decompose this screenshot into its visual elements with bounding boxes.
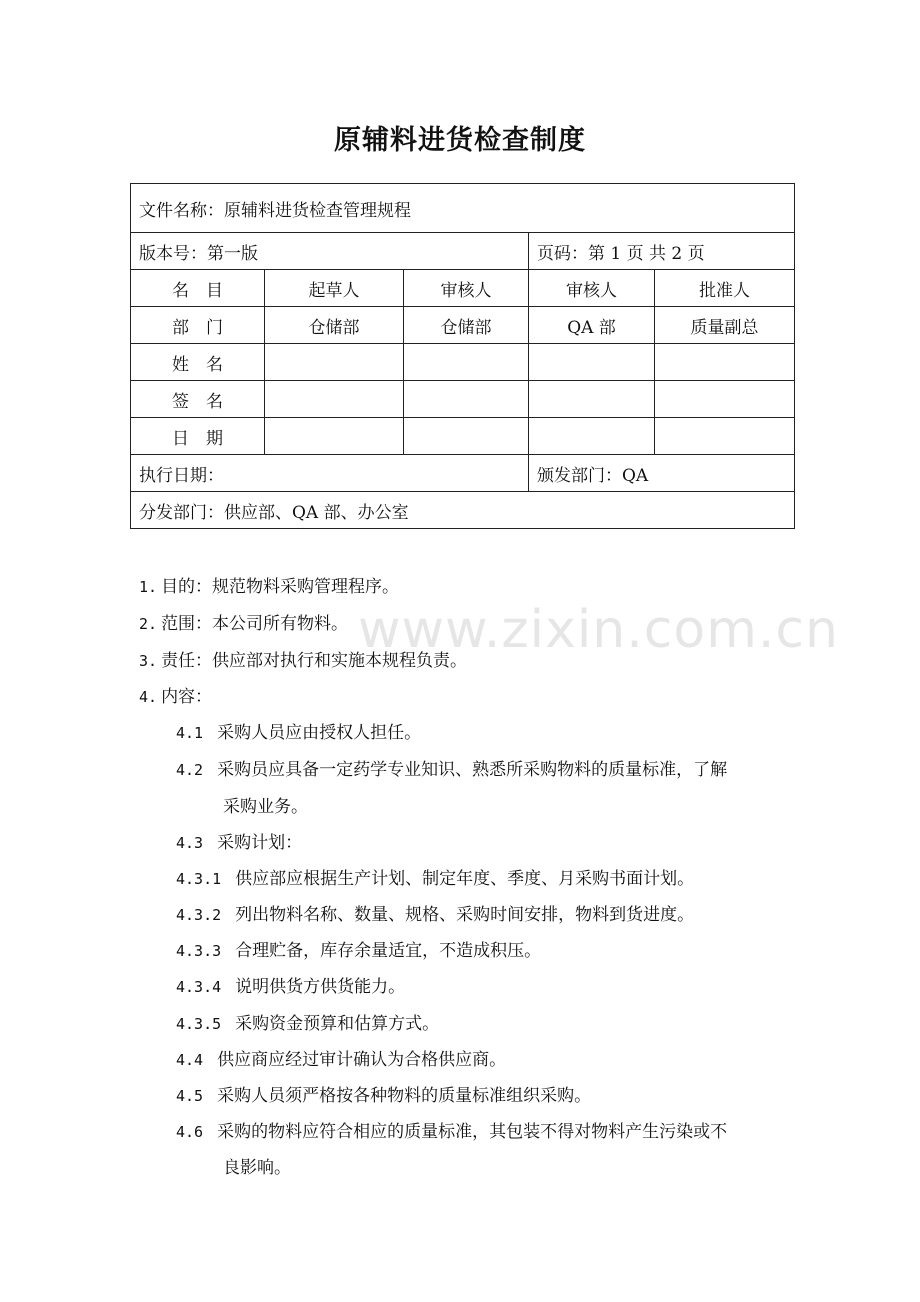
content-text: 责任：供应部对执行和实施本规程负责。 (161, 651, 468, 671)
section-number: 4.3 (176, 834, 204, 852)
header-approver-cell: 批准人 (655, 270, 795, 307)
content-line (176, 1117, 727, 1142)
content-line (139, 646, 467, 671)
content-line (223, 1153, 291, 1178)
content-text: 采购业务。 (223, 797, 308, 817)
section-number: 4.2 (176, 761, 204, 779)
section-number: 4.3.1 (176, 870, 222, 888)
date-label-cell: 日 期 (131, 418, 265, 455)
content-line (176, 718, 421, 743)
content-line (176, 755, 727, 780)
content-line (139, 609, 348, 634)
content-text: 供应部应根据生产计划、制定年度、季度、月采购书面计划。 (235, 869, 695, 889)
content-text: 供应商应经过审计确认为合格供应商。 (217, 1050, 507, 1070)
content-text: 良影响。 (223, 1158, 291, 1178)
dept-reviewer-2-cell: QA 部 (529, 307, 655, 344)
content-line (176, 972, 405, 997)
content-text: 内容： (161, 687, 213, 707)
section-number: 4.3.4 (176, 978, 222, 996)
section-number: 4.6 (176, 1123, 204, 1141)
section-number: 4.3.2 (176, 906, 222, 924)
content-text: 列出物料名称、数量、规格、采购时间安排，物料到货进度。 (235, 905, 695, 925)
distribution-cell: 分发部门：供应部、QA 部、办公室 (131, 492, 795, 529)
dept-approver-cell: 质量副总 (655, 307, 795, 344)
watermark: www.zixin.com.cn (358, 600, 839, 660)
sign-label-cell: 签 名 (131, 381, 265, 418)
content-text: 范围：本公司所有物料。 (161, 614, 349, 634)
content-line (139, 682, 212, 707)
page-info-cell: 页码：第 1 页 共 2 页 (529, 233, 795, 270)
section-number: 4.4 (176, 1051, 204, 1069)
version-cell: 版本号：第一版 (131, 233, 529, 270)
header-item-cell: 名 目 (131, 270, 265, 307)
content-text: 目的：规范物料采购管理程序。 (161, 577, 400, 597)
content-line (176, 1009, 439, 1034)
issue-dept-cell: 颁发部门：QA (529, 455, 795, 492)
content-text: 采购人员应由授权人担任。 (217, 723, 422, 743)
content-line (139, 572, 399, 597)
content-line (176, 936, 541, 961)
header-reviewer-cell: 审核人 (404, 270, 529, 307)
content-text: 采购员应具备一定药学专业知识、熟悉所采购物料的质量标准，了解 (217, 760, 728, 780)
section-number: 2. (139, 615, 158, 633)
dept-label-cell: 部 门 (131, 307, 265, 344)
header-reviewer-2-cell: 审核人 (529, 270, 655, 307)
content-text: 采购的物料应符合相应的质量标准，其包装不得对物料产生污染或不 (217, 1122, 728, 1142)
content-text: 说明供货方供货能力。 (235, 977, 406, 997)
content-text: 合理贮备，库存余量适宜，不造成积压。 (235, 941, 542, 961)
document-title: 原辅料进货检查制度 (334, 125, 586, 156)
section-number: 4. (139, 688, 158, 706)
content-line (223, 792, 308, 817)
section-number: 3. (139, 652, 158, 670)
header-drafter-cell: 起草人 (265, 270, 404, 307)
content-line (176, 864, 694, 889)
section-number: 4.3.5 (176, 1015, 222, 1033)
section-number: 4.3.3 (176, 942, 222, 960)
dept-reviewer-cell: 仓储部 (404, 307, 529, 344)
content-line (176, 900, 694, 925)
file-name-cell: 文件名称：原辅料进货检查管理规程 (131, 184, 795, 233)
name-label-cell: 姓 名 (131, 344, 265, 381)
exec-date-cell: 执行日期： (131, 455, 529, 492)
section-number: 1. (139, 578, 158, 596)
dept-drafter-cell: 仓储部 (265, 307, 404, 344)
section-number: 4.1 (176, 724, 204, 742)
content-text: 采购计划： (217, 833, 303, 853)
content-line (176, 1081, 591, 1106)
content-line (176, 828, 302, 853)
content-text: 采购资金预算和估算方式。 (235, 1014, 440, 1034)
content-line (176, 1045, 506, 1070)
content-text: 采购人员须严格按各种物料的质量标准组织采购。 (217, 1086, 592, 1106)
section-number: 4.5 (176, 1087, 204, 1105)
